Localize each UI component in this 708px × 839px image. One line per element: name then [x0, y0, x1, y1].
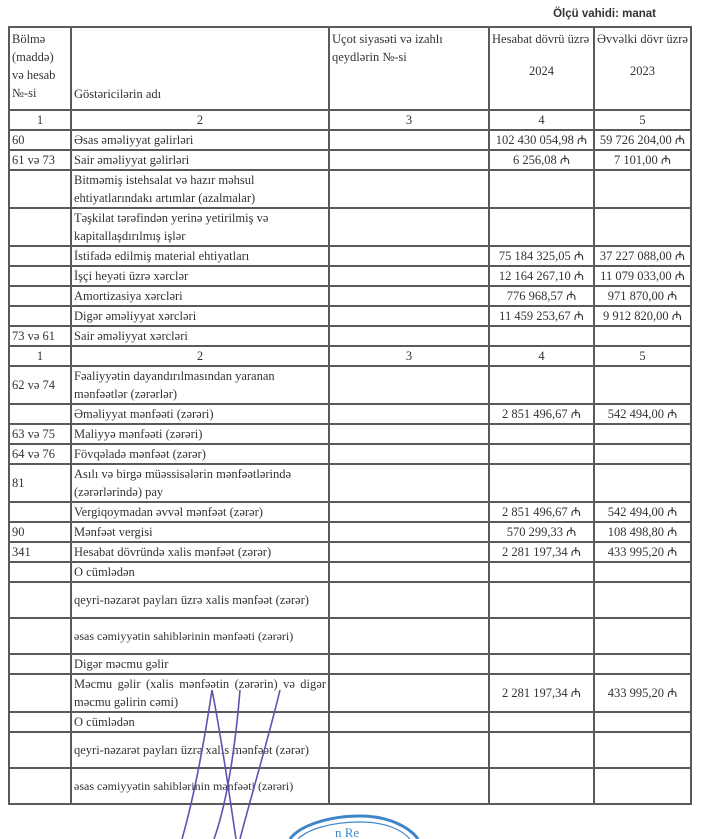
indicator-name-cell: O cümlədən	[71, 712, 329, 732]
header-previous-label: Əvvəlki dövr üzrə	[597, 32, 688, 46]
table-row	[9, 522, 691, 542]
account-code-cell	[9, 306, 71, 326]
indicator-name-cell: O cümlədən	[71, 562, 329, 582]
indicator-name-cell: Vergiqoymadan əvvəl mənfəət (zərər)	[71, 502, 329, 522]
table-row	[9, 732, 691, 768]
indicator-name-cell: Hesabat dövründə xalis mənfəət (zərər)	[71, 542, 329, 562]
previous-period-value	[594, 464, 691, 502]
current-period-value: 12 164 267,10 ₼	[489, 266, 594, 286]
note-cell	[329, 768, 489, 804]
header-code-line: və hesab	[12, 68, 56, 82]
indicator-name-cell: Sair əməliyyat xərcləri	[71, 326, 329, 346]
account-code-cell	[9, 286, 71, 306]
table-row	[9, 170, 691, 208]
previous-period-value	[594, 208, 691, 246]
indicator-name-cell: Digər məcmu gəlir	[71, 654, 329, 674]
previous-period-value: 108 498,80 ₼	[594, 522, 691, 542]
current-period-value	[489, 424, 594, 444]
previous-period-value: 11 079 033,00 ₼	[594, 266, 691, 286]
account-code-cell: 63 və 75	[9, 424, 71, 444]
header-code-line: Bölmə	[12, 32, 46, 46]
column-index-cell: 3	[329, 110, 489, 130]
current-period-value	[489, 562, 594, 582]
account-code-cell	[9, 712, 71, 732]
current-period-value: 570 299,33 ₼	[489, 522, 594, 542]
indicator-name-cell: Amortizasiya xərcləri	[71, 286, 329, 306]
table-row	[9, 444, 691, 464]
header-notes	[329, 27, 489, 110]
table-row	[9, 286, 691, 306]
indicator-name-cell: Fövqəladə mənfəət (zərər)	[71, 444, 329, 464]
indicator-name-cell: Fəaliyyətin dayandırılmasından yaranan mənfəətlər (zərərlər)	[71, 366, 329, 404]
note-cell	[329, 674, 489, 712]
header-current	[489, 27, 594, 110]
current-period-value	[489, 366, 594, 404]
header-code-line: (maddə)	[12, 50, 54, 64]
note-cell	[329, 208, 489, 246]
previous-period-value: 542 494,00 ₼	[594, 404, 691, 424]
note-cell	[329, 424, 489, 444]
current-period-value: 2 281 197,34 ₼	[489, 542, 594, 562]
current-period-value: 11 459 253,67 ₼	[489, 306, 594, 326]
note-cell	[329, 286, 489, 306]
current-period-value: 75 184 325,05 ₼	[489, 246, 594, 266]
previous-period-value: 59 726 204,00 ₼	[594, 130, 691, 150]
previous-period-value: 7 101,00 ₼	[594, 150, 691, 170]
current-period-value	[489, 712, 594, 732]
table-row	[9, 326, 691, 346]
indicator-name-cell: əsas cəmiyyətin sahiblərinin mənfəəti (zərəri)	[71, 618, 329, 654]
previous-period-value	[594, 444, 691, 464]
note-cell	[329, 150, 489, 170]
account-code-cell	[9, 404, 71, 424]
previous-period-value	[594, 712, 691, 732]
table-row	[9, 674, 691, 712]
indicator-name-cell: Asılı və birgə müəssisələrin mənfəətlərində (zərərlərində) pay	[71, 464, 329, 502]
previous-period-value: 433 995,20 ₼	[594, 542, 691, 562]
account-code-cell	[9, 246, 71, 266]
current-period-value: 2 281 197,34 ₼	[489, 674, 594, 712]
indicator-name-cell: əsas cəmiyyətin sahiblərinin mənfəəti (zərəri)	[71, 768, 329, 804]
note-cell	[329, 266, 489, 286]
unit-label: Ölçü vahidi: manat	[553, 8, 656, 20]
account-code-cell	[9, 562, 71, 582]
indicator-name-cell: Digər əməliyyat xərcləri	[71, 306, 329, 326]
account-code-cell	[9, 768, 71, 804]
note-cell	[329, 464, 489, 502]
note-cell	[329, 654, 489, 674]
indicator-name-cell: Məcmu gəlir (xalis mənfəətin (zərərin) və digər məcmu gəlirin cəmi)	[71, 674, 329, 712]
current-period-value	[489, 582, 594, 618]
header-code-line: №-si	[12, 86, 37, 100]
previous-period-value: 433 995,20 ₼	[594, 674, 691, 712]
account-code-cell	[9, 582, 71, 618]
table-row	[9, 542, 691, 562]
note-cell	[329, 502, 489, 522]
previous-period-value	[594, 732, 691, 768]
previous-period-value	[594, 326, 691, 346]
note-cell	[329, 542, 489, 562]
previous-period-value: 9 912 820,00 ₼	[594, 306, 691, 326]
table-row	[9, 582, 691, 618]
header-previous	[594, 27, 691, 110]
note-cell	[329, 562, 489, 582]
account-code-cell	[9, 266, 71, 286]
table-row	[9, 654, 691, 674]
account-code-cell: 62 və 74	[9, 366, 71, 404]
indicator-name-cell: Təşkilat tərəfindən yerinə yetirilmiş və kapitallaşdırılmış işlər	[71, 208, 329, 246]
note-cell	[329, 522, 489, 542]
note-cell	[329, 582, 489, 618]
account-code-cell	[9, 208, 71, 246]
header-indicator	[71, 27, 329, 110]
current-period-value	[489, 326, 594, 346]
indicator-name-cell: Bitməmiş istehsalat və hazır məhsul ehtiyatlarındakı artımlar (azalmalar)	[71, 170, 329, 208]
note-cell	[329, 130, 489, 150]
indicator-name-cell: Əsas əməliyyat gəlirləri	[71, 130, 329, 150]
table-row	[9, 266, 691, 286]
account-code-cell	[9, 618, 71, 654]
account-code-cell	[9, 170, 71, 208]
previous-period-value	[594, 424, 691, 444]
account-code-cell	[9, 654, 71, 674]
table-row	[9, 366, 691, 404]
table-row	[9, 130, 691, 150]
indicator-name-cell: İstifadə edilmiş material ehtiyatları	[71, 246, 329, 266]
previous-period-value	[594, 768, 691, 804]
table-row	[9, 424, 691, 444]
financial-results-table	[8, 26, 692, 805]
column-index-row	[9, 346, 691, 366]
table-row	[9, 306, 691, 326]
current-period-value	[489, 732, 594, 768]
column-index-cell: 1	[9, 346, 71, 366]
current-period-value: 2 851 496,67 ₼	[489, 404, 594, 424]
note-cell	[329, 326, 489, 346]
column-index-cell: 2	[71, 110, 329, 130]
note-cell	[329, 732, 489, 768]
column-index-cell: 2	[71, 346, 329, 366]
table-row	[9, 404, 691, 424]
header-row	[9, 27, 691, 110]
column-index-row	[9, 110, 691, 130]
current-period-value: 776 968,57 ₼	[489, 286, 594, 306]
account-code-cell	[9, 502, 71, 522]
previous-period-value	[594, 654, 691, 674]
indicator-name-cell: qeyri-nəzarət payları üzrə xalis mənfəət (zərər)	[71, 582, 329, 618]
note-cell	[329, 170, 489, 208]
table-row	[9, 502, 691, 522]
column-index-cell: 1	[9, 110, 71, 130]
stamp-icon	[290, 816, 418, 839]
indicator-name-cell: İşçi heyəti üzrə xərclər	[71, 266, 329, 286]
table-row	[9, 618, 691, 654]
account-code-cell: 81	[9, 464, 71, 502]
note-cell	[329, 712, 489, 732]
indicator-name-cell: Maliyyə mənfəəti (zərəri)	[71, 424, 329, 444]
header-current-year: 2024	[529, 64, 554, 78]
previous-period-value	[594, 582, 691, 618]
current-period-value	[489, 208, 594, 246]
column-index-cell: 4	[489, 346, 594, 366]
note-cell	[329, 618, 489, 654]
table-row	[9, 246, 691, 266]
previous-period-value: 37 227 088,00 ₼	[594, 246, 691, 266]
current-period-value: 6 256,08 ₼	[489, 150, 594, 170]
account-code-cell: 64 və 76	[9, 444, 71, 464]
account-code-cell	[9, 674, 71, 712]
table-row	[9, 150, 691, 170]
indicator-name-cell: Sair əməliyyat gəlirləri	[71, 150, 329, 170]
column-index-cell: 3	[329, 346, 489, 366]
header-indicator-label: Göstəricilərin adı	[74, 87, 162, 101]
previous-period-value: 971 870,00 ₼	[594, 286, 691, 306]
account-code-cell: 61 və 73	[9, 150, 71, 170]
indicator-name-cell: Əməliyyat mənfəəti (zərəri)	[71, 404, 329, 424]
account-code-cell: 73 və 61	[9, 326, 71, 346]
header-previous-year: 2023	[630, 64, 655, 78]
header-current-label: Hesabat dövrü üzrə	[492, 32, 590, 46]
note-cell	[329, 404, 489, 424]
header-code	[9, 27, 71, 110]
previous-period-value	[594, 170, 691, 208]
indicator-name-cell: qeyri-nəzarət payları üzrə xalis mənfəət (zərər)	[71, 732, 329, 768]
column-index-cell: 4	[489, 110, 594, 130]
header-notes-label: Uçot siyasəti və izahlı qeydlərin №-si	[332, 32, 443, 64]
previous-period-value	[594, 618, 691, 654]
table-row	[9, 464, 691, 502]
current-period-value	[489, 464, 594, 502]
previous-period-value: 542 494,00 ₼	[594, 502, 691, 522]
current-period-value	[489, 618, 594, 654]
current-period-value	[489, 444, 594, 464]
svg-text:n Re: n Re	[335, 825, 360, 839]
note-cell	[329, 444, 489, 464]
current-period-value	[489, 768, 594, 804]
column-index-cell: 5	[594, 110, 691, 130]
current-period-value: 2 851 496,67 ₼	[489, 502, 594, 522]
note-cell	[329, 306, 489, 326]
account-code-cell	[9, 732, 71, 768]
indicator-name-cell: Mənfəət vergisi	[71, 522, 329, 542]
current-period-value	[489, 170, 594, 208]
table-row	[9, 562, 691, 582]
previous-period-value	[594, 366, 691, 404]
note-cell	[329, 246, 489, 266]
table-row	[9, 712, 691, 732]
table-row	[9, 208, 691, 246]
note-cell	[329, 366, 489, 404]
account-code-cell: 90	[9, 522, 71, 542]
account-code-cell: 60	[9, 130, 71, 150]
current-period-value: 102 430 054,98 ₼	[489, 130, 594, 150]
current-period-value	[489, 654, 594, 674]
table-row	[9, 768, 691, 804]
account-code-cell: 341	[9, 542, 71, 562]
column-index-cell: 5	[594, 346, 691, 366]
previous-period-value	[594, 562, 691, 582]
